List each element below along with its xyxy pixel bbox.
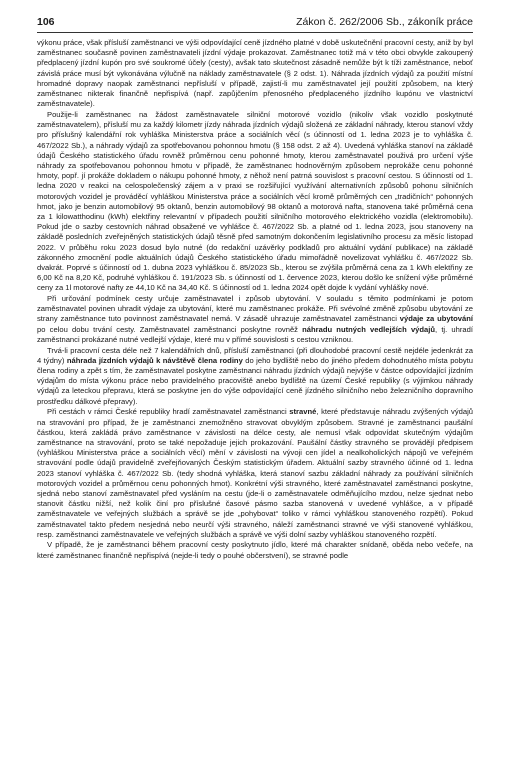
- paragraph: [37, 294, 473, 345]
- text-run: Při cestách v rámci České republiky hradí zaměstnavatel zaměstnanci: [47, 407, 290, 417]
- paragraph: [37, 110, 473, 294]
- text-run: do jeho bydliště nebo do jiného předem dohodnutého místa pobytu člena rodiny a zpět s tím, že zaměstnavatel poskytne zaměstnanci náhradu jízdních výdajů nejvýše v částce odpovídající jízdním výdajům do místa výkonu práce nebo pravidelného pracoviště anebo bydliště na území České republiky (s výjimkou náhrady výdajů za leteckou přepravu, která se poskytne jen do výše odpovídající ceně jízdného silničního nebo železničního dopravního prostředku dálkové přepravy).: [37, 355, 473, 406]
- text-run: V případě, že je zaměstnanci během pracovní cesty poskytnuto jídlo, které má charakter snídaně, oběda nebo večeře, na které zaměstnanec finančně nepřispívá (nejde-li tedy o pouhé občerstvení), se stravné podle: [37, 540, 473, 560]
- paragraph: [37, 407, 473, 540]
- text-run: , tj. uhradí zaměstnanci prokázané nutné vedlejší výdaje, které mu v přímé souvislosti s cestou vzniknou.: [37, 324, 473, 344]
- page-header: [37, 16, 473, 32]
- bold-phrase: výdaje za ubytování: [399, 314, 473, 324]
- bold-phrase: náhrada jízdních výdajů k návštěvě člena rodiny: [66, 355, 243, 365]
- paragraph: [37, 540, 473, 560]
- text-run: , které představuje náhradu zvýšených výdajů na stravování pro případ, že je zaměstnanci znemožněno stravovat obvyklým způsobem. Stravné je zaměstnanci paušální částkou, která zakládá právo zaměstnance v závislosti na délce cesty, ale nemusí však odpovídat skutečným výdajům zaměstnance na stravování, proto se také nepožaduje jejich prokazování. Paušální částky stravného se provádějí předpisem (vyhláškou Ministerstva práce a sociálních věcí) mění v závislosti na vývoji cen jídel a nealkoholických nápojů ve veřejném stravování podle údajů pravidelně zveřejňovaných Českým statistickým úřadem. Aktuální sazby stravného účinné od 1. ledna 2023 stanoví vyhláška č. 467/2022 Sb. (tedy shodná vyhláška, která stanoví sazbu základní náhrady za používání silničních motorových vozidel a průměrnou cenu pohonných hmot). Konkrétní výši stravného, které zaměstnavatel zaměstnanci poskytne, sjedná nebo stanoví zaměstnavatel před vysláním na cestu (jde-li o zaměstnavatele odměňujícího mzdou, nelze sjednat nebo stanovit částku nižší, než kolik činí pro příslušné časové pásmo sazba stanovená v uvedené vyhlášce, a v případě zaměstnavatele ve veřejných službách a správě se jde „pohybovat“ toliko v rámci vyhláškou stanoveného rozpětí). Pokud zaměstnavatel takto předem nesjedná nebo neurčí výši stravného, náleží zaměstnanci stravné ve výši stanovené vyhláškou, resp. zaměstnanci zaměstnavatele ve veřejných službách a správě ve výši dolní sazby vyhláškou stanoveného rozpětí.: [37, 407, 473, 539]
- text-run: Použije-li zaměstnanec na žádost zaměstnavatele silniční motorové vozidlo (nikoliv však vozidlo poskytnuté zaměstnavatelem), přísluší mu za každý kilometr jízdy náhrada jízdních výdajů složená ze základní náhrady, kterou stanoví vždy pro příslušný kalendářní rok vyhláška Ministerstva práce a sociálních věcí (s účinností od 1. ledna 2023 je to vyhláška č. 467/2022 Sb.), a náhrady výdajů za spotřebovanou pohonnou hmotu (§ 158 odst. 2 až 4). Uvedená vyhláška stanoví na základě údajů Českého statistického úřadu rovněž průměrnou cenu pohonné hmoty, kterou zaměstnavatel použivá pro určení výše náhrady za spotřebovanou pohonnou hmotu v případě, že zaměstnanec hodnověrným způsobem neprokáže cenu pohonné hmoty, popř. jí prokáže dokladem o nákupu pohonné hmoty, z něhož není patrná souvislost s pracovní cestou. S účinností od 1. ledna 2020 v reakci na celospolečenský zájem a v praxi se rozšiřující využívání alternativních způsobů pohonu silničních motorových vozidel je prováděcí vyhláškou Ministerstva práce a sociálních věcí kromě průměrných cen „tradičních“ pohonných hmot, jako je benzin automobilový 95 oktanů, benzin automobilový 98 oktanů a motorová nafta, stanovena také průměrná cena za 1 kilowatthodinu (kWh) elektřiny relevantní v případech použití silničního motorového elektrického vozidla (elektromobilu). Pokud jde o sazby cestovních náhrad obsažené ve vyhlášce č. 467/2022 Sb. a platné od 1. ledna 2023, jsou stanoveny na základě posledních zveřejněných statistických údajů těsně před samotným dokončením legislativního procesu za měsíc listopad 2022. V průběhu roku 2023 dosud bylo nutné (do redakční uzávěrky podkladů pro aktuální vydání publikace) na základě zákonného zmocnění podle aktuálních údajů Českého statistického úřadu mimořádně novelizovat vyhlášku č. 467/2022 Sb. dvakrát. Poprvé s účinností od 1. dubna 2023 vyhláškou č. 85/2023 Sb., kterou se zvýšila průměrná cena za 1 kWh elektřiny ze 6,00 Kč na 8,20 Kč, podruhé vyhláškou č. 191/2023 Sb. s účinností od 1. července 2023, kterou došlo ke snížení výše průměrné ceny za 1l motorové nafty ze 44,10 Kč na 34,40 Kč. S účinností od 1. ledna 2024 opět dojde k vydání vyhlášky nové.: [37, 109, 473, 293]
- paragraph: [37, 346, 473, 407]
- running-title: Zákon č. 262/2006 Sb., zákoník práce: [296, 16, 473, 28]
- body-text: [37, 38, 473, 561]
- bold-phrase: náhradu nutných vedlejších výdajů: [302, 324, 436, 334]
- paragraph: [37, 38, 473, 109]
- header-rule: [37, 32, 473, 33]
- text-run: výkonu práce, však přísluší zaměstnanci ve výši odpovídající ceně jízdného platné v době uskutečnění pracovní cesty, aniž by byl zaměstnanec současně povinen zaměstnavateli jízdní výdaje prokazovat. Zaměstnanec totiž má v této obci obvykle zakoupený předplacený jízdní kupón pro své soukromé účely (cesty), avšak tato skutečnost zásadně nemůže být k tíži zaměstnance, neboť závislá práce musí být vykonávána výlučně na náklady zaměstnavatele (§ 2 odst. 1). Náhrada jízdních výdajů za použití místní hromadné dopravy naopak zaměstnanci nepřísluší v případě, zajistí-li mu zaměstnavatel její použití způsobem, na který zaměstnanec nikterak finančně nepřispívá (např. zapůjčením přenosného předplaceného jízdního kupónu ve vlastnictví zaměstnavatele).: [37, 38, 473, 109]
- page-number: 106: [37, 16, 55, 28]
- bold-phrase: stravné: [289, 407, 317, 417]
- text-run: Při určování podmínek cesty určuje zaměstnavatel i způsob ubytování. V souladu s těmito podmínkami je potom zaměstnavatel povinen uhradit výdaje za ubytování, které mu zaměstnanec prokáže. Při svévolné změně způsobu ubytování ze strany zaměstnance tuto povinnost zaměstnavatel nemá. V zásadě uhrazuje zaměstnavatel zaměstnanci: [37, 294, 473, 324]
- text-run: po celou dobu trvání cesty. Zaměstnavatel zaměstnanci poskytne rovněž: [37, 324, 303, 334]
- text-run: Trvá-li pracovní cesta déle než 7 kalendářních dnů, přísluší zaměstnanci (při dlouhodobé pracovní cestě nejdéle jedenkrát za 4 týdny): [37, 345, 473, 365]
